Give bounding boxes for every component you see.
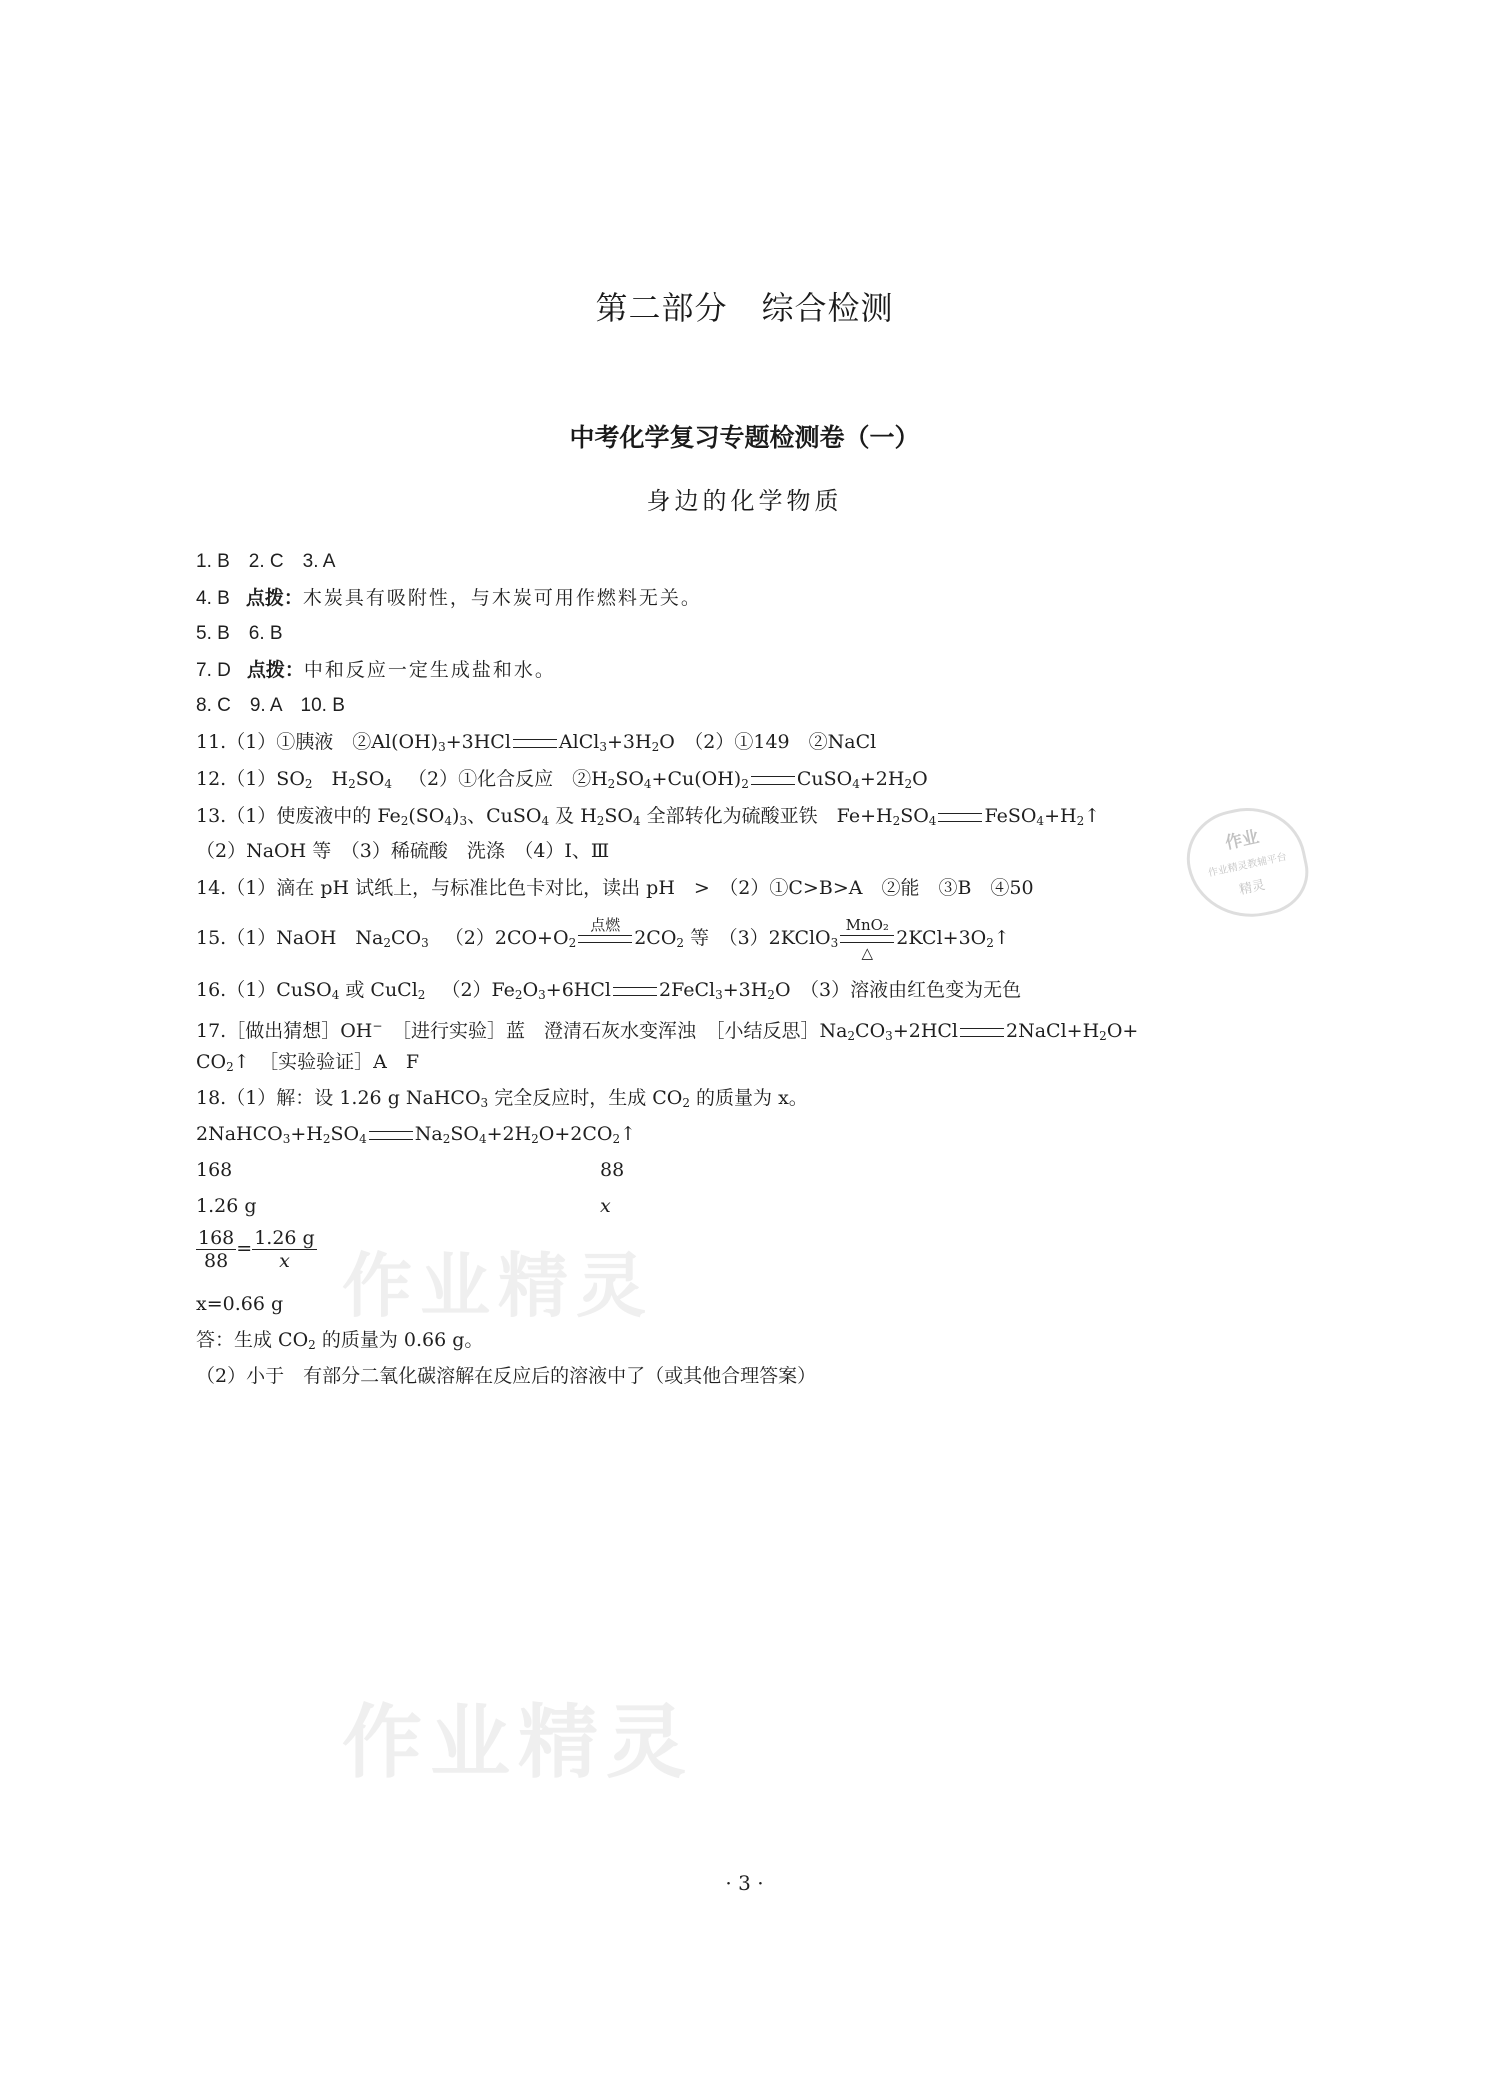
answer-q18-part2: （2）小于 有部分二氧化碳溶解在反应后的溶液中了（或其他合理答案）	[196, 1365, 817, 1387]
answer-line-8: 8. C 9. A 10. B	[196, 695, 345, 716]
proportion: $\frac{168}{88}$ = $\frac{1.26 g}{x}$	[198, 1227, 315, 1272]
condition-ignite: 点燃	[590, 916, 621, 934]
answer-line-1: 1. B 2. C 3. A	[196, 551, 336, 572]
answer-q18-line1: 18.（1）解：设 1.26 g NaHCO$_3$ 完全反应时，生成 $CO_2$ 的质量为 x。	[196, 1087, 808, 1110]
answer-q14: 14.（1）滴在 pH 试纸上，与标准比色卡对比，读出 pH > （2）①C>B>A ②能 ③B ④50	[196, 877, 1034, 899]
given-mass: 1.26 g	[196, 1195, 257, 1217]
answer-q11: 11.（1）①胰液 $②Al(OH)_3+3HCl$ $AlCl_3+3H_2O$ （2）①149 ②NaCl	[196, 731, 877, 754]
part-title: 第二部分 综合检测	[595, 289, 894, 327]
answer-statement: 答：生成 $CO_2$ 的质量为 0.66 g。	[196, 1329, 484, 1352]
watermark: 作业精灵	[342, 1245, 654, 1327]
answer-q15: 15.（1）NaOH $Na_2CO_3$ $(2)2CO+O_2$ 点燃 $2CO_2$ 等 （3）2KClO$_3$ MnO₂ △ $2KCl+3O_2↑$	[196, 925, 1010, 956]
stamp-logo: 作业 作业精灵教辅平台 精灵	[1178, 797, 1316, 929]
answer-q12: $12.(1)SO_2$ $H_2SO_4$ （2）①化合反应 $②H_2SO_4+Cu(OH)_2$ $CuSO_4+2H_2O$	[196, 768, 928, 791]
answer-line-7: 7. D 点拨：中和反应一定生成盐和水。	[196, 659, 556, 681]
result: x=0.66 g	[196, 1293, 284, 1315]
answer-q13-line1: 13.（1）使废液中的 $Fe_2(SO_4)_3$、CuSO$_4$ 及 $H_2SO_4$ 全部转化为硫酸亚铁 $Fe+H_2SO_4$ $FeSO_4+H_2↑$	[196, 805, 1101, 828]
subtitle: 身边的化学物质	[646, 487, 843, 515]
answer-q13-line2: （2）NaOH 等 （3）稀硫酸 洗涤 （4）Ⅰ、Ⅲ	[196, 840, 610, 862]
answer-q17-line2: $CO_2↑$ ［实验验证］A F	[196, 1051, 420, 1074]
condition-catalyst: MnO₂	[845, 916, 889, 934]
molar-mass-nahco3: 168	[196, 1159, 233, 1181]
answer-q17-line1: 17.［做出猜想］OH− ［进行实验］蓝 澄清石灰水变浑浊 ［小结反思$]Na_2CO_3+2HCl$ $2NaCl+H_2O+$	[196, 1019, 1139, 1043]
equation-q18: $2NaHCO_3+H_2SO_4$ $Na_2SO_4+2H_2O+2CO_2↑$	[196, 1123, 637, 1146]
answer-line-5: 5. B 6. B	[196, 623, 283, 644]
answer-line-4: 4. B 点拨：木炭具有吸附性，与木炭可用作燃料无关。	[196, 587, 702, 609]
answer-q16: 16.（1）CuSO$_4$ 或 CuCl$_2$ $(2)Fe_2O_3+6HCl$ $2FeCl_3+3H_2O$ （3）溶液由红色变为无色	[196, 979, 1022, 1002]
molar-mass-co2: 88	[600, 1159, 625, 1181]
paper-title: 中考化学复习专题检测卷（一）	[569, 423, 920, 452]
page-number: · 3 ·	[725, 1871, 764, 1895]
unknown-mass: x	[600, 1195, 611, 1217]
condition-heat: △	[861, 944, 874, 962]
watermark: 作业精灵	[342, 1696, 694, 1789]
